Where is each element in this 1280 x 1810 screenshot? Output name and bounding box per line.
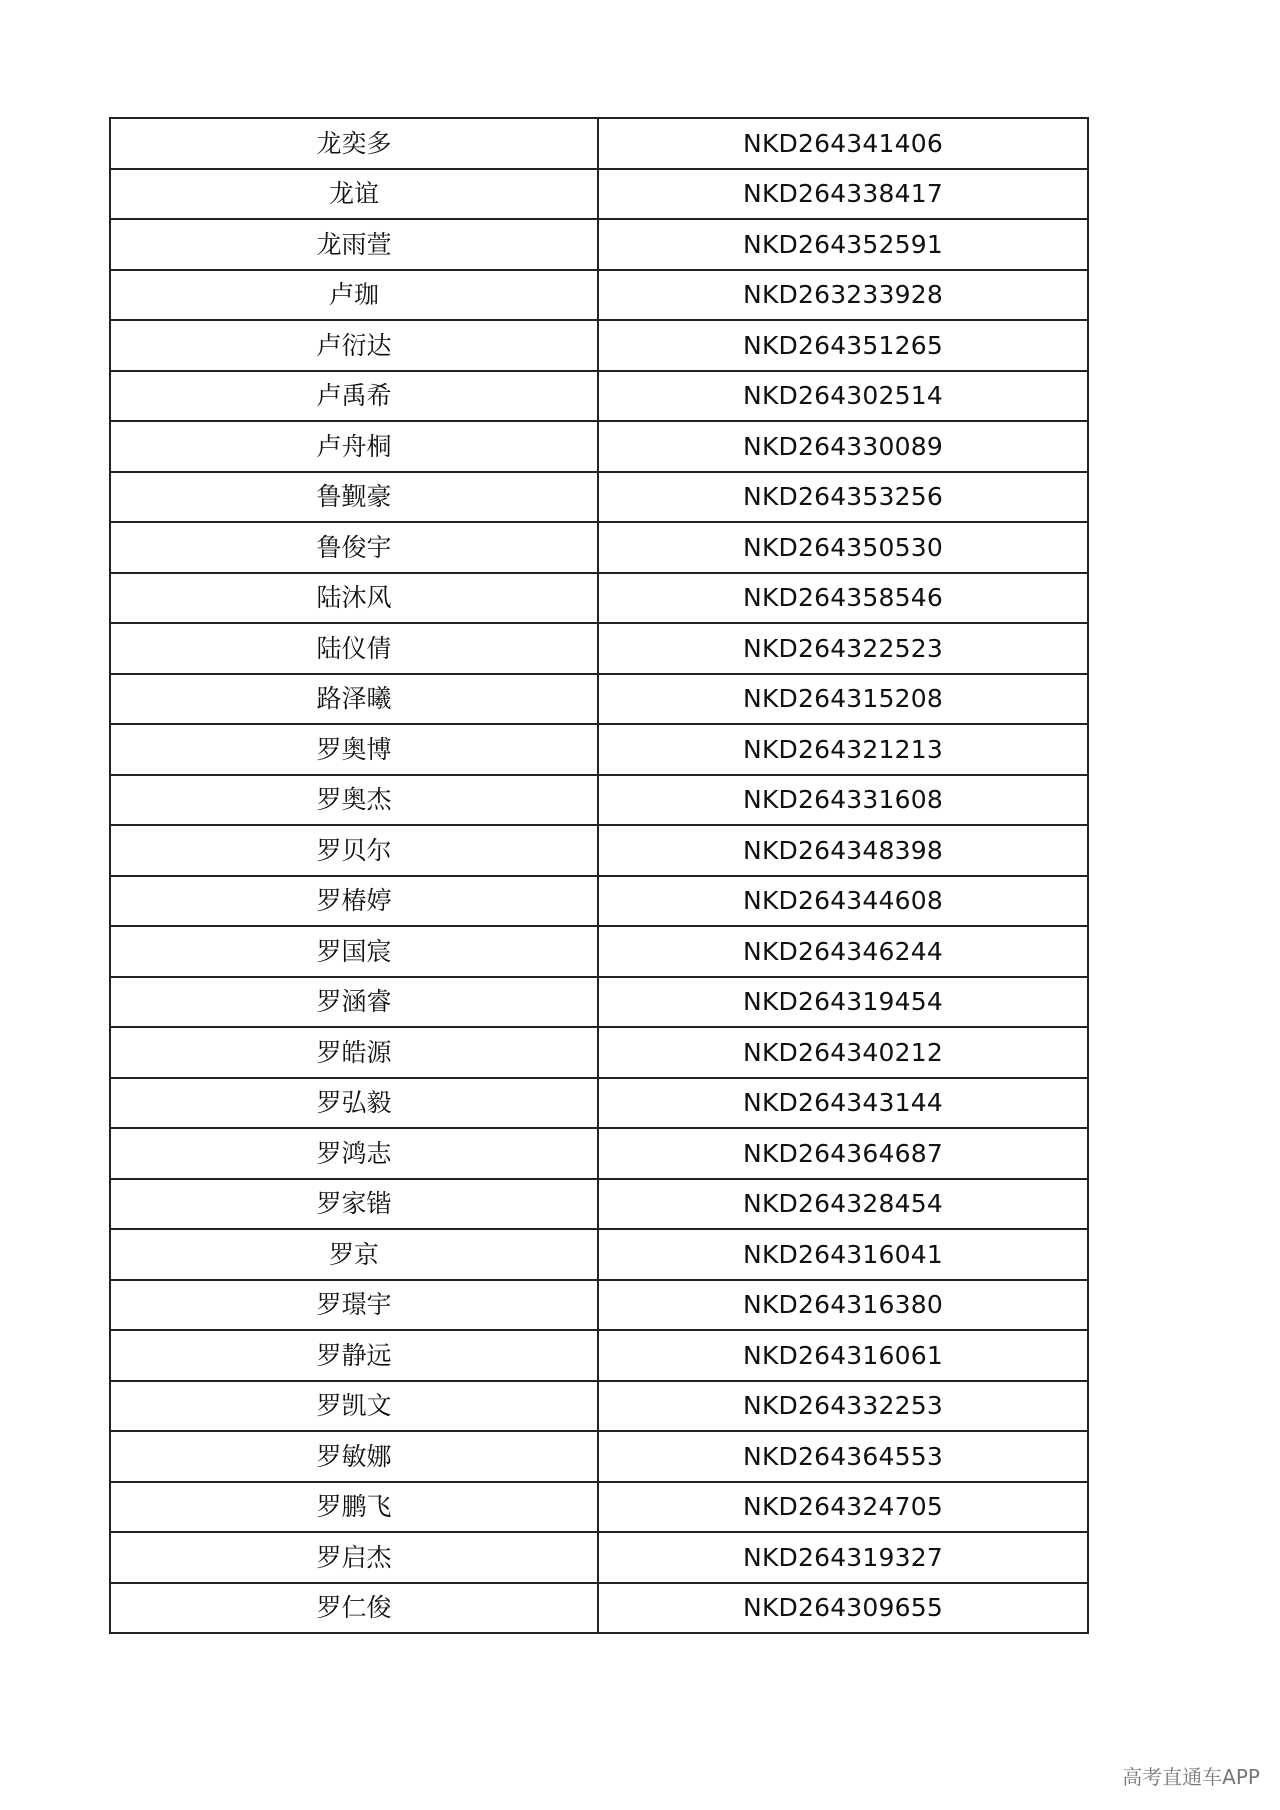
student-id-cell: NKD264321213 bbox=[598, 724, 1088, 775]
table-row bbox=[110, 1280, 1088, 1331]
student-name-cell: 罗凯文 bbox=[110, 1381, 598, 1432]
table-row bbox=[110, 472, 1088, 523]
student-id-cell: NKD264328454 bbox=[598, 1179, 1088, 1230]
table-row bbox=[110, 724, 1088, 775]
table-row bbox=[110, 371, 1088, 422]
table-row bbox=[110, 1532, 1088, 1583]
student-name-cell: 罗静远 bbox=[110, 1330, 598, 1381]
student-id-cell: NKD264302514 bbox=[598, 371, 1088, 422]
student-name-cell: 罗家锴 bbox=[110, 1179, 598, 1230]
table-row bbox=[110, 1431, 1088, 1482]
table-row bbox=[110, 169, 1088, 220]
student-id-cell: NKD264319454 bbox=[598, 977, 1088, 1028]
student-name-cell: 罗鹏飞 bbox=[110, 1482, 598, 1533]
table-row bbox=[110, 977, 1088, 1028]
student-name-cell: 罗敏娜 bbox=[110, 1431, 598, 1482]
student-id-cell: NKD264344608 bbox=[598, 876, 1088, 927]
table-row bbox=[110, 674, 1088, 725]
table-row bbox=[110, 623, 1088, 674]
table-row bbox=[110, 573, 1088, 624]
table-row bbox=[110, 1229, 1088, 1280]
table-row bbox=[110, 1128, 1088, 1179]
student-id-cell: NKD264316380 bbox=[598, 1280, 1088, 1331]
student-id-cell: NKD264316041 bbox=[598, 1229, 1088, 1280]
student-id-cell: NKD264309655 bbox=[598, 1583, 1088, 1634]
student-id-cell: NKD264352591 bbox=[598, 219, 1088, 270]
table-row bbox=[110, 1583, 1088, 1634]
student-name-cell: 罗鸿志 bbox=[110, 1128, 598, 1179]
student-name-cell: 罗弘毅 bbox=[110, 1078, 598, 1129]
student-name-cell: 卢衍达 bbox=[110, 320, 598, 371]
student-id-cell: NKD263233928 bbox=[598, 270, 1088, 321]
student-id-cell: NKD264350530 bbox=[598, 522, 1088, 573]
table-row bbox=[110, 421, 1088, 472]
watermark-text: 高考直通车APP bbox=[1122, 1765, 1260, 1789]
student-id-cell: NKD264331608 bbox=[598, 775, 1088, 826]
student-name-cell: 罗仁俊 bbox=[110, 1583, 598, 1634]
student-id-cell: NKD264346244 bbox=[598, 926, 1088, 977]
student-name-cell: 鲁觐豪 bbox=[110, 472, 598, 523]
student-name-cell: 路泽曦 bbox=[110, 674, 598, 725]
student-id-cell: NKD264351265 bbox=[598, 320, 1088, 371]
student-name-cell: 罗璟宇 bbox=[110, 1280, 598, 1331]
student-id-cell: NKD264338417 bbox=[598, 169, 1088, 220]
student-name-cell: 罗奥杰 bbox=[110, 775, 598, 826]
student-id-cell: NKD264330089 bbox=[598, 421, 1088, 472]
table-row bbox=[110, 1027, 1088, 1078]
student-id-cell: NKD264315208 bbox=[598, 674, 1088, 725]
student-name-cell: 卢舟桐 bbox=[110, 421, 598, 472]
student-id-cell: NKD264316061 bbox=[598, 1330, 1088, 1381]
student-id-cell: NKD264319327 bbox=[598, 1532, 1088, 1583]
student-id-cell: NKD264341406 bbox=[598, 118, 1088, 169]
student-name-cell: 龙奕多 bbox=[110, 118, 598, 169]
table-row bbox=[110, 522, 1088, 573]
table-row bbox=[110, 219, 1088, 270]
student-name-cell: 罗贝尔 bbox=[110, 825, 598, 876]
student-name-cell: 罗涵睿 bbox=[110, 977, 598, 1028]
student-name-cell: 龙谊 bbox=[110, 169, 598, 220]
student-name-cell: 罗启杰 bbox=[110, 1532, 598, 1583]
student-name-cell: 鲁俊宇 bbox=[110, 522, 598, 573]
student-name-cell: 龙雨萱 bbox=[110, 219, 598, 270]
student-id-cell: NKD264324705 bbox=[598, 1482, 1088, 1533]
table-row bbox=[110, 1179, 1088, 1230]
table-row bbox=[110, 270, 1088, 321]
student-name-cell: 罗奥博 bbox=[110, 724, 598, 775]
roster-table-body bbox=[110, 118, 1088, 1633]
table-row bbox=[110, 320, 1088, 371]
student-name-cell: 罗皓源 bbox=[110, 1027, 598, 1078]
student-id-cell: NKD264353256 bbox=[598, 472, 1088, 523]
student-name-cell: 陆沐风 bbox=[110, 573, 598, 624]
student-id-cell: NKD264343144 bbox=[598, 1078, 1088, 1129]
student-name-cell: 卢珈 bbox=[110, 270, 598, 321]
student-id-cell: NKD264364687 bbox=[598, 1128, 1088, 1179]
table-row bbox=[110, 1482, 1088, 1533]
student-name-cell: 罗椿婷 bbox=[110, 876, 598, 927]
student-name-cell: 陆仪倩 bbox=[110, 623, 598, 674]
student-id-cell: NKD264358546 bbox=[598, 573, 1088, 624]
table-row bbox=[110, 1078, 1088, 1129]
table-row bbox=[110, 825, 1088, 876]
table-row bbox=[110, 118, 1088, 169]
table-row bbox=[110, 1330, 1088, 1381]
student-id-cell: NKD264340212 bbox=[598, 1027, 1088, 1078]
table-row bbox=[110, 775, 1088, 826]
student-id-cell: NKD264364553 bbox=[598, 1431, 1088, 1482]
student-name-cell: 罗国宸 bbox=[110, 926, 598, 977]
roster-table-container bbox=[109, 117, 1083, 1634]
table-row bbox=[110, 926, 1088, 977]
student-name-cell: 罗京 bbox=[110, 1229, 598, 1280]
roster-table bbox=[109, 117, 1089, 1634]
table-row bbox=[110, 1381, 1088, 1432]
student-id-cell: NKD264348398 bbox=[598, 825, 1088, 876]
student-name-cell: 卢禹希 bbox=[110, 371, 598, 422]
student-id-cell: NKD264322523 bbox=[598, 623, 1088, 674]
student-id-cell: NKD264332253 bbox=[598, 1381, 1088, 1432]
table-row bbox=[110, 876, 1088, 927]
